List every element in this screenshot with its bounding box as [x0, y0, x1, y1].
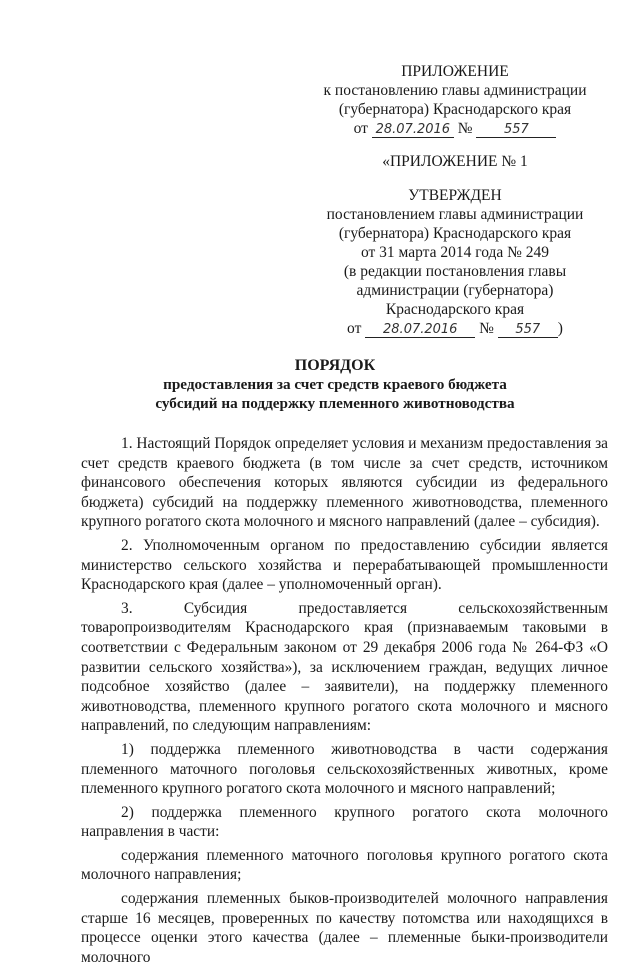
document-subtitle-2: субсидий на поддержку племенного животноводства	[155, 395, 515, 412]
approved-title: УТВЕРЖДЕН	[408, 187, 502, 204]
number-label: №	[457, 120, 473, 137]
paragraph-6: содержания племенного маточного поголовья крупного рогатого скота молочного направления;	[81, 846, 608, 884]
approved-line-3: от 31 марта 2014 года № 249	[360, 244, 550, 261]
paragraph-7: содержания племенных быков-производителей молочного направления старше 16 месяцев, проверенных по качеству потомства или находящихся в процессе оценки этого качества (далее – племенные быки-производители молочного	[81, 890, 608, 966]
appendix-header	[300, 62, 610, 138]
appendix-line-2: (губернатора) Краснодарского края	[338, 101, 572, 118]
date-value: 28.07.2016	[372, 122, 454, 138]
date2-value: 28.07.2016	[365, 322, 475, 338]
paragraph-4: 1) поддержка племенного животноводства в части содержания племенного маточного поголовья сельскохозяйственных животных, кроме племенного крупного рогатого скота молочного и мясного направлений;	[81, 740, 608, 798]
appendix-1-title: «ПРИЛОЖЕНИЕ № 1	[382, 153, 528, 170]
number-value: 557	[476, 122, 556, 138]
approved-block	[300, 186, 610, 338]
paragraph-3: 3. Субсидия предоставляется сельскохозяйственным товаропроизводителям Краснодарского края (признаваемым таковыми в соответствии с Федеральным законом от 29 декабря 2006 года № 264-ФЗ «О развитии сельского хозяйства»), за исключением граждан, ведущих личное подсобное хозяйство (далее – заявители), на поддержку племенного животноводства, племенного крупного рогатого скота молочного и мясного направлений, по следующим направлениям:	[81, 599, 608, 735]
number2-label: №	[479, 320, 494, 337]
approved-line-2: (губернатора) Краснодарского края	[338, 225, 572, 242]
paragraph-2: 2. Уполномоченным органом по предоставлению субсидии является министерство сельского хозяйства и перерабатывающей промышленности Краснодарского края (далее – уполномоченный орган).	[81, 536, 608, 594]
approved-line-6: Краснодарского края	[385, 301, 525, 318]
date2-prefix: от	[347, 320, 362, 337]
paragraph-5: 2) поддержка племенного крупного рогатого скота молочного направления в части:	[81, 803, 608, 841]
date-prefix: от	[353, 120, 368, 137]
approved-line-5: администрации (губернатора)	[356, 282, 554, 299]
approved-date-line	[300, 319, 610, 338]
number2-value: 557	[498, 322, 558, 338]
document-body	[81, 434, 608, 971]
paragraph-1: 1. Настоящий Порядок определяет условия и механизм предоставления за счет средств краевого бюджета (в том числе за счет средств, источником финансового обеспечения которых являются субсидии из федерального бюджета) субсидий на поддержку племенного животноводства, племенного крупного рогатого скота молочного и мясного направлений (далее – субсидия).	[81, 435, 608, 531]
approved-line-4: (в редакции постановления главы	[343, 263, 567, 280]
document-title: ПОРЯДОК	[294, 357, 376, 374]
appendix-date-line	[300, 119, 610, 138]
closing-paren: )	[557, 320, 563, 337]
appendix-title: ПРИЛОЖЕНИЕ	[401, 63, 509, 80]
appendix-line-1: к постановлению главы администрации	[323, 82, 587, 99]
document-subtitle-1: предоставления за счет средств краевого бюджета	[163, 376, 507, 393]
approved-line-1: постановлением главы администрации	[326, 206, 584, 223]
